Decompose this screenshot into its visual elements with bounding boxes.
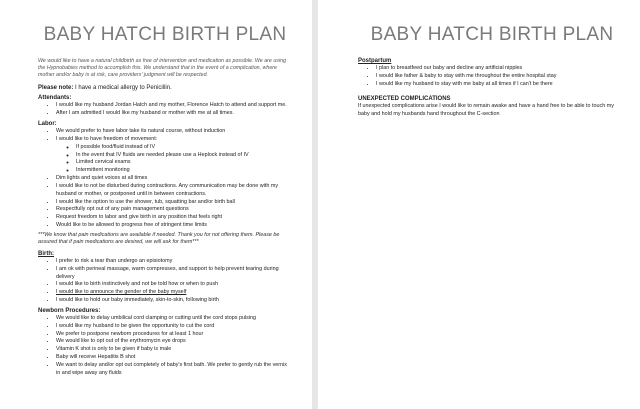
labor-heading: Labor: — [38, 121, 57, 128]
list-item: • I would like my husband to stay with me baby at all times if I can't be there — [376, 81, 626, 89]
list-item: • I prefer to risk a tear than undergo an episiotomy — [56, 258, 292, 266]
pain-medication-note: ***We know that pain medications are available if needed. Thank you for not offering them. Please be assured that if pain medications are desired, we will ask for them*** — [38, 231, 280, 246]
list-item: • I am ok with perineal massage, warm compresses, and support to help prevent tearing during delivery — [56, 266, 292, 282]
sub-list-item: ◦ Intermittent monitoring — [76, 167, 292, 175]
movement-sublist — [56, 144, 292, 175]
note-label: Please note: — [38, 85, 74, 92]
page-title: BABY HATCH BIRTH PLAN — [370, 24, 614, 45]
document-page-2 — [318, 0, 640, 409]
list-item: • Respectfully opt out of any pain management questions — [56, 206, 292, 214]
birth-list — [38, 258, 292, 305]
list-item: • Baby will receive Hepatitis B shot — [56, 354, 292, 362]
list-item: • We would like to opt out of the erythromycin eye drops — [56, 338, 292, 346]
list-item: • I would like to announce the gender of the baby myself — [56, 289, 292, 297]
postpartum-list — [358, 65, 626, 88]
sub-list-item: ◦ If possible food/fluid instead of IV — [76, 144, 292, 152]
list-item: • We would like to delay umbilical cord clamping or cutting until the cord stops pulsing — [56, 315, 292, 323]
unexpected-heading: UNEXPECTED COMPLICATIONS — [358, 96, 451, 103]
sub-list-item: ◦ Limited cervical exams — [76, 159, 292, 167]
list-item-text: I would like to have freedom of movement: — [56, 135, 158, 142]
list-item: • I would like father & baby to stay with me throughout the entire hospital stay — [376, 73, 626, 81]
sub-list-item: ◦ In the event that IV fluids are needed please use a Heplock instead of IV — [76, 152, 292, 160]
list-item: • I would like to hold our baby immediately, skin-to-skin, following birth — [56, 297, 292, 305]
attendants-list — [38, 102, 292, 118]
list-item: • After I am admitted I would like my husband or mother with me at all times. — [56, 110, 292, 118]
list-item: • We would prefer to have labor take its natural course, without induction — [56, 128, 292, 136]
note-text: I have a medical allergy to Penicillin. — [73, 85, 172, 92]
newborn-heading: Newborn Procedures: — [38, 307, 101, 314]
newborn-list — [38, 315, 292, 378]
list-item: • We prefer to postpone newborn procedures for at least 1 hour — [56, 331, 292, 339]
list-item: • Would like to be allowed to progress free of stringent time limits — [56, 222, 292, 230]
labor-list — [38, 128, 292, 230]
list-item: • Dim lights and quiet voices at all times — [56, 175, 292, 183]
list-item: • We want to delay and/or opt out completely of baby's first bath. We prefer to gently rub the vernix in and wipe away any fluids — [56, 362, 292, 378]
list-item: • I would like to not be disturbed during contractions. Any communication may be done with my husband or mother, or postponed until in between contractions. — [56, 183, 292, 199]
page-title: BABY HATCH BIRTH PLAN — [43, 24, 287, 45]
list-item: • I would like my husband to be given the opportunity to cut the cord — [56, 323, 292, 331]
birth-heading: Birth: — [38, 250, 54, 257]
list-item: • Request freedom to labor and give birth in any position that feels right — [56, 214, 292, 222]
list-item: • I plan to breastfeed our baby and decline any artificial nipples — [376, 65, 626, 73]
intro-paragraph: We would like to have a natural childbirth as free of intervention and medication as possible. We are using the Hypnobabies method to accomplish this. We understand that in the event of a complication, where mother and/or baby is at risk, care providers' judgment will be respected. — [38, 58, 287, 79]
postpartum-heading: Postpartum — [358, 58, 392, 64]
list-item: • I would like to birth instinctively and not be told how or when to push — [56, 281, 292, 289]
attendants-heading: Attendants: — [38, 95, 72, 102]
list-item: • I would like the option to use the shower, tub, squatting bar and/or birth ball — [56, 199, 292, 207]
document-page-1 — [0, 0, 312, 409]
list-item — [56, 136, 292, 175]
list-item: • I would like my husband Jordan Hatch and my mother, Florence Hatch to attend and support me. — [56, 102, 292, 110]
allergy-note — [38, 85, 292, 91]
list-item: • Vitamin K shot is only to be given if baby is male — [56, 346, 292, 354]
unexpected-text: If unexpected complications arise I would like to remain awake and have a hand free to be able to touch my baby and hold my husbands hand throughout the C-section — [358, 103, 614, 118]
